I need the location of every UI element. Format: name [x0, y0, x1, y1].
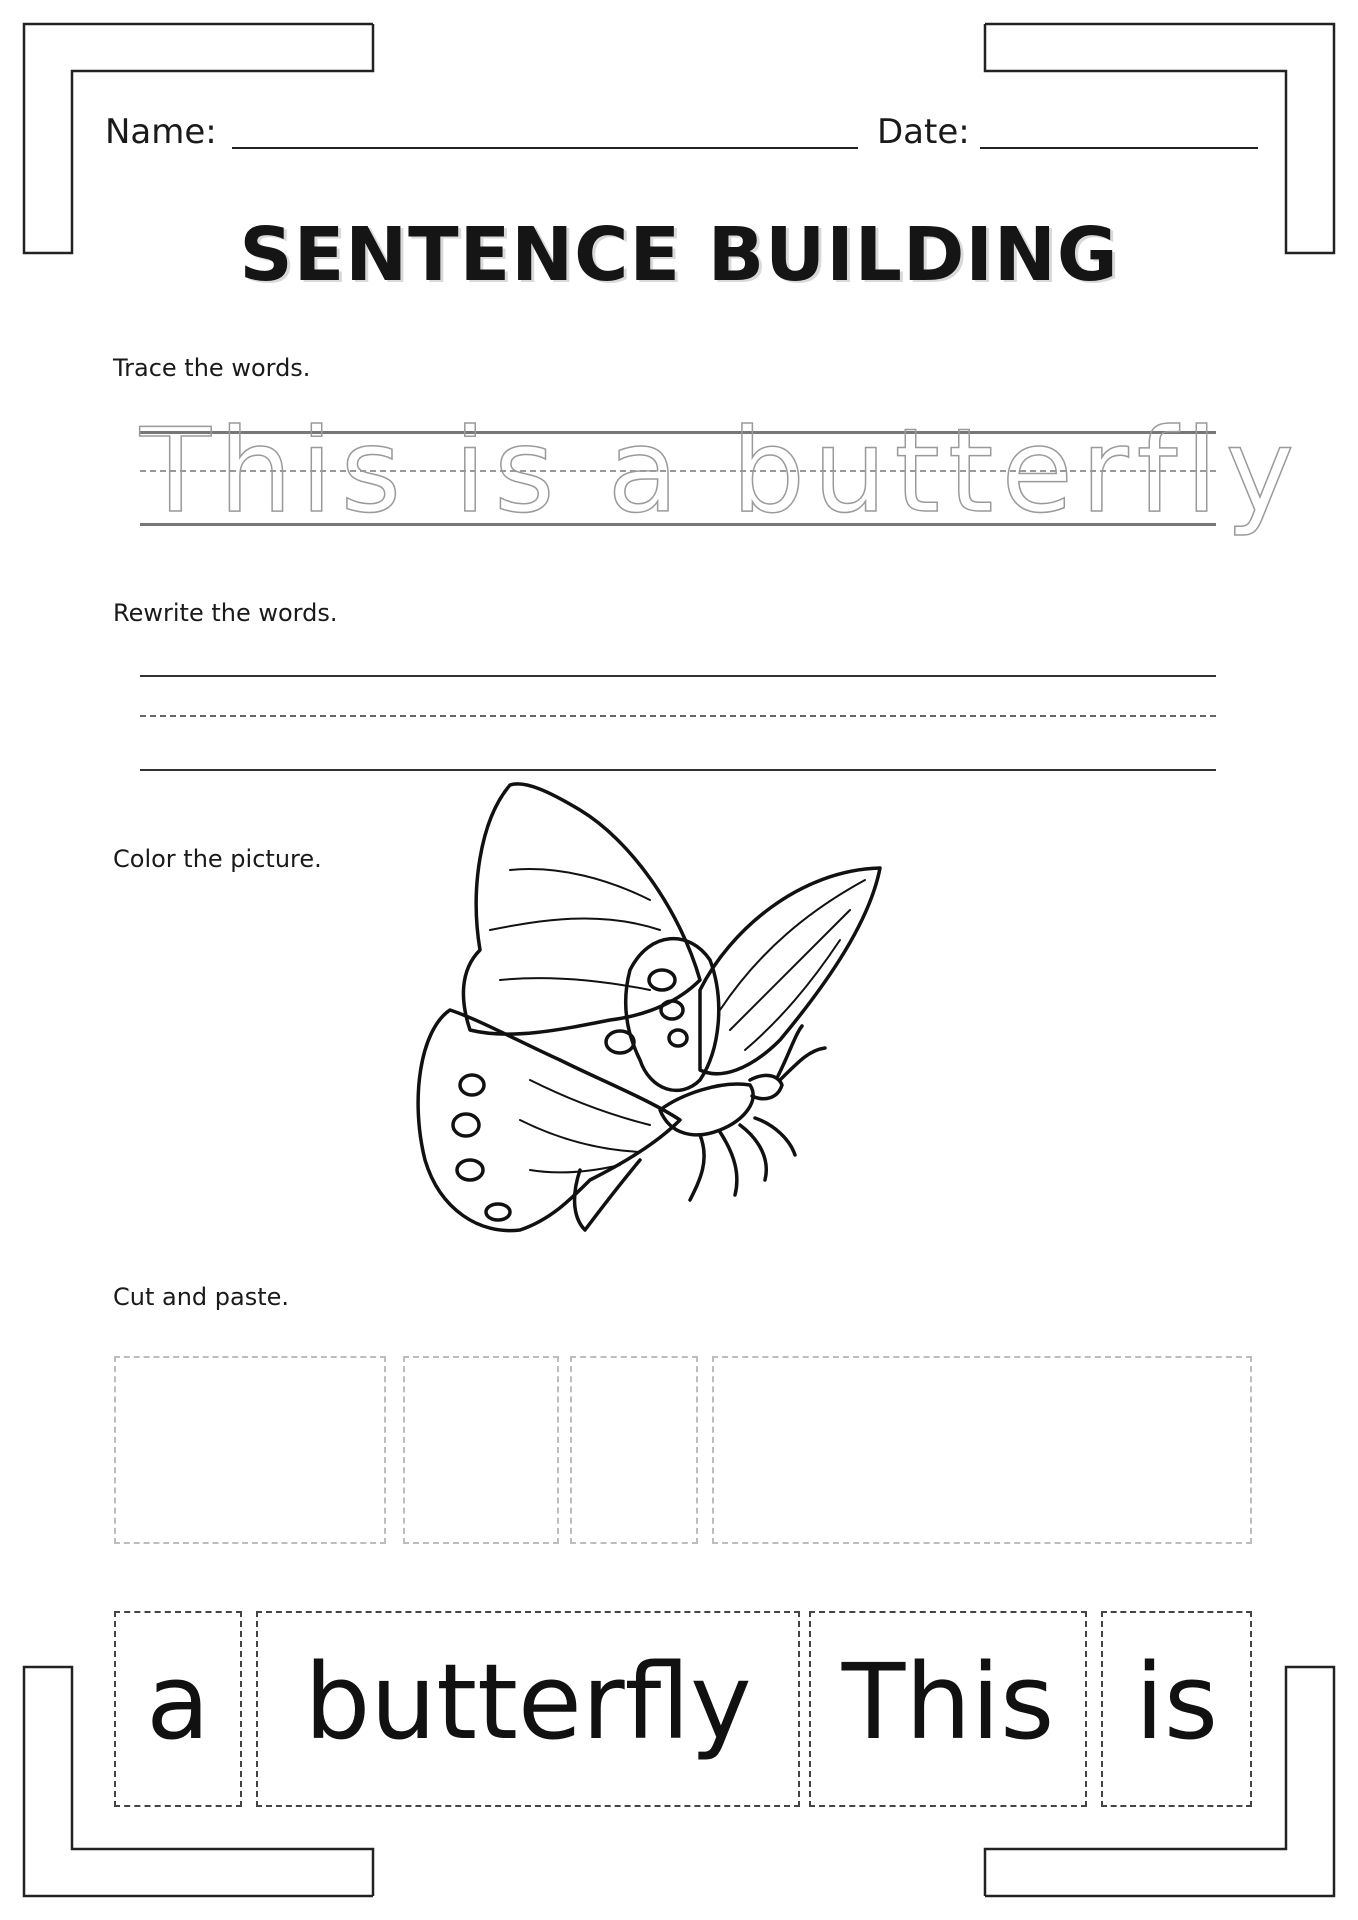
word-card-this[interactable]: This [809, 1611, 1087, 1807]
color-instruction: Color the picture. [113, 845, 322, 873]
rewrite-instruction: Rewrite the words. [113, 599, 338, 627]
trace-sentence: This is a butterfly [140, 404, 1303, 539]
name-label: Name: [105, 112, 217, 152]
paste-box-3[interactable] [570, 1356, 698, 1544]
cut-paste-instruction: Cut and paste. [113, 1283, 290, 1311]
rewrite-top-line[interactable] [140, 675, 1216, 677]
paste-box-4[interactable] [712, 1356, 1252, 1544]
name-field[interactable] [232, 147, 858, 149]
rewrite-base-line[interactable] [140, 769, 1216, 771]
rewrite-mid-line[interactable] [140, 715, 1216, 717]
paste-box-1[interactable] [114, 1356, 386, 1544]
trace-instruction: Trace the words. [113, 354, 311, 382]
paste-box-2[interactable] [403, 1356, 559, 1544]
date-field[interactable] [980, 147, 1258, 149]
date-label: Date: [877, 112, 970, 152]
butterfly-illustration[interactable] [400, 780, 900, 1250]
page-title: SENTENCE BUILDING [239, 212, 1119, 298]
word-card-a[interactable]: a [114, 1611, 242, 1807]
word-card-is[interactable]: is [1101, 1611, 1252, 1807]
word-card-butterfly[interactable]: butterfly [256, 1611, 800, 1807]
